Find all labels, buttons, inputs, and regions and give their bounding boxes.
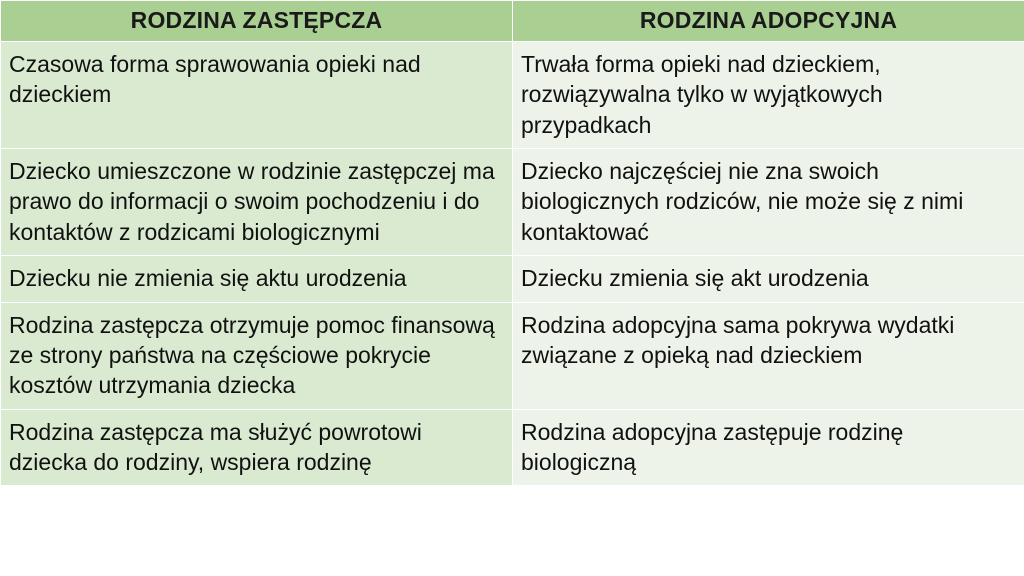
table-cell-adoptive: Trwała forma opieki nad dzieckiem, rozwiązywalna tylko w wyjątkowych przypadkach <box>513 42 1024 149</box>
table-cell-adoptive: Dziecko najczęściej nie zna swoich biologicznych rodziców, nie może się z nimi kontaktować <box>513 149 1024 256</box>
table-header <box>1 1 1024 42</box>
table-cell-adoptive: Rodzina adopcyjna zastępuje rodzinę biologiczną <box>513 409 1024 486</box>
table-cell-foster: Dziecko umieszczone w rodzinie zastępczej ma prawo do informacji o swoim pochodzeniu i do kontaktów z rodzicami biologicznymi <box>1 149 513 256</box>
table-cell-foster: Czasowa forma sprawowania opieki nad dzieckiem <box>1 42 513 149</box>
table-cell-foster: Rodzina zastępcza otrzymuje pomoc finansową ze strony państwa na częściowe pokrycie kosztów utrzymania dziecka <box>1 302 513 409</box>
table-body <box>1 42 1024 486</box>
table-row <box>1 302 1024 409</box>
table-row <box>1 42 1024 149</box>
table-row <box>1 256 1024 302</box>
table-cell-foster: Rodzina zastępcza ma służyć powrotowi dziecka do rodziny, wspiera rodzinę <box>1 409 513 486</box>
column-header-foster-family: RODZINA ZASTĘPCZA <box>1 1 513 42</box>
table-header-row <box>1 1 1024 42</box>
table-cell-adoptive: Dziecku zmienia się akt urodzenia <box>513 256 1024 302</box>
table-row <box>1 149 1024 256</box>
table-row <box>1 409 1024 486</box>
table-cell-adoptive: Rodzina adopcyjna sama pokrywa wydatki związane z opieką nad dzieckiem <box>513 302 1024 409</box>
column-header-adoptive-family: RODZINA ADOPCYJNA <box>513 1 1024 42</box>
table-cell-foster: Dziecku nie zmienia się aktu urodzenia <box>1 256 513 302</box>
